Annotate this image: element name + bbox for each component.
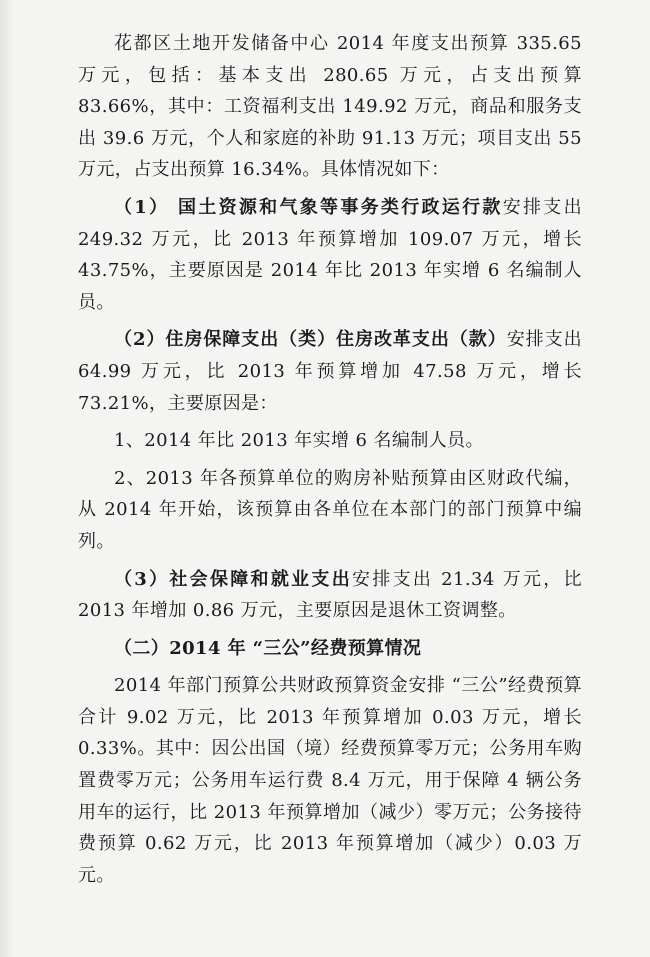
item-2-paragraph bbox=[78, 324, 582, 419]
item-3-heading: （3）社会保障和就业支出 bbox=[114, 568, 353, 590]
budget-summary-paragraph: 花都区土地开发储备中心 2014 年度支出预算 335.65 万元，包括：基本支出 280.65 万元，占支出预算 83.66%，其中：工资福利支出 149.92 万元，商品和服务支出 39.6 万元，个人和家庭的补助 91.13 万元；项目支出 55 万元，占支出预算 16.34%。具体情况如下： bbox=[78, 33, 582, 181]
item-2-reason-2: 2、2013 年各预算单位的购房补贴预算由区财政代编，从 2014 年开始，该预算由各单位在本部门的部门预算中编列。 bbox=[78, 467, 582, 552]
sangong-budget-paragraph: 2014 年部门预算公共财政预算资金安排 “三公”经费预算合计 9.02 万元，比 2013 年预算增加 0.03 万元，增长 0.33%。其中：因公出国（境）经费预算零万元；公务用车购置费零万元；公务用车运行费 8.4 万元，用于保障 4 辆公务用车的运行，比 2013 年预算增加（减少）零万元；公务接待费预算 0.62 万元，比 2013 年预算增加（减少）0.03 万元。 bbox=[78, 675, 582, 886]
item-3-paragraph bbox=[78, 564, 582, 627]
item-2-reason-1: 1、2014 年比 2013 年实增 6 名编制人员。 bbox=[114, 430, 484, 452]
item-1-body: 安排支出 249.32 万元，比 2013 年预算增加 109.07 万元，增长 43.75%，主要原因是 2014 年比 2013 年实增 6 名编制人员。 bbox=[78, 196, 582, 313]
item-1-paragraph bbox=[78, 192, 582, 318]
section-2-heading: （二）2014 年 “三公”经费预算情况 bbox=[114, 637, 422, 659]
item-3-body: 安排支出 21.34 万元，比 2013 年增加 0.86 万元，主要原因是退休工资调整。 bbox=[78, 568, 582, 622]
item-2-body: 安排支出 64.99 万元，比 2013 年预算增加 47.58 万元，增长 73.21%，主要原因是： bbox=[78, 329, 582, 414]
item-1-heading: （1） 国土资源和气象等事务类行政运行款 bbox=[114, 196, 503, 218]
item-2-heading: （2）住房保障支出（类）住房改革支出（款） bbox=[114, 329, 507, 351]
